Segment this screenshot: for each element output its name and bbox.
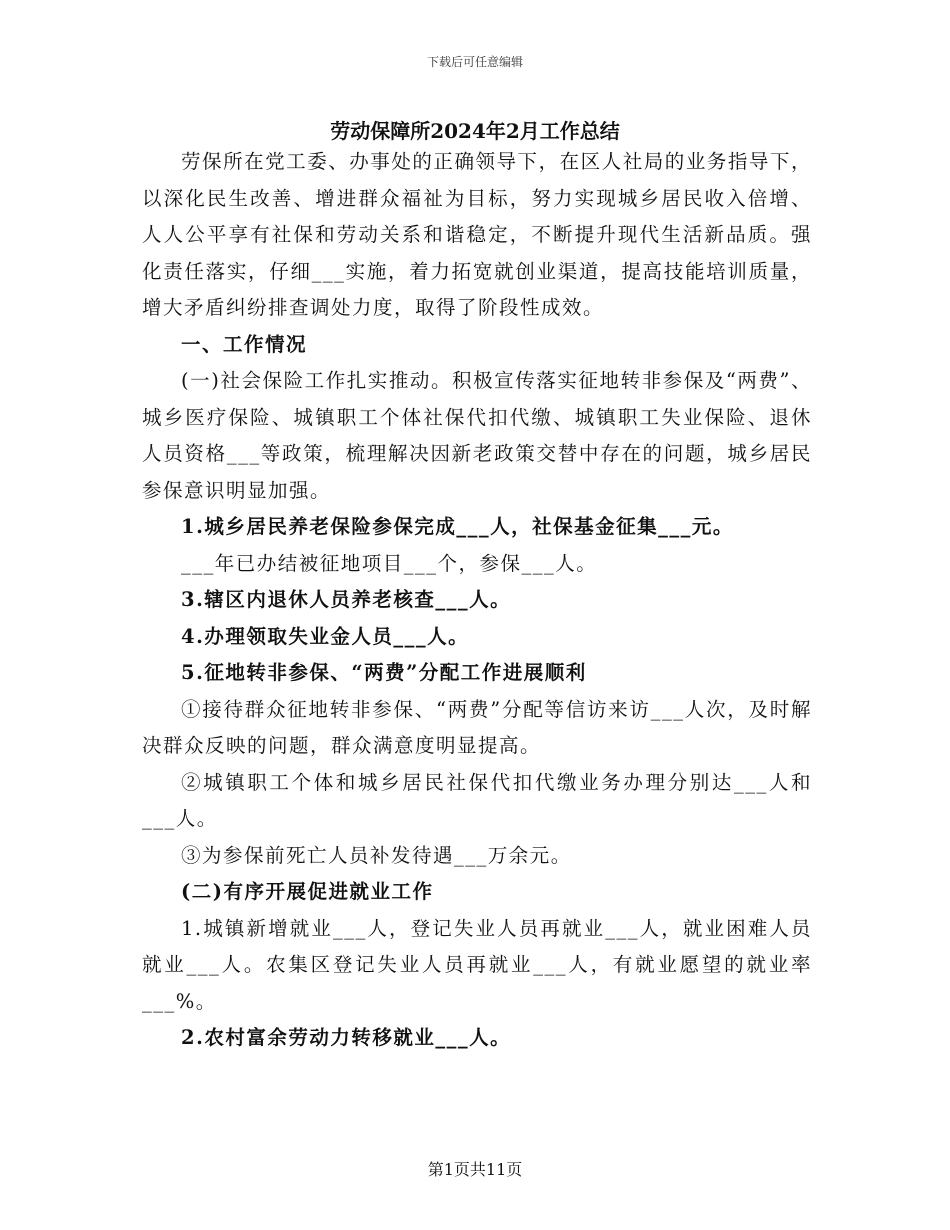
document-title: 劳动保障所2024年2月工作总结 [330, 119, 620, 143]
paragraph-social-insurance: (一)社会保险工作扎实推动。积极宣传落实征地转非参保及“两费”、城乡医疗保险、城镇职工个体社保代扣代缴、城镇职工失业保险、退休人员资格___等政策，梳理解决因新老政策交替中存在的问题，城乡居民参保意识明显加强。 [142, 369, 812, 502]
document-body [142, 144, 812, 1057]
item-urban-employment: 1.城镇新增就业___人，登记失业人员再就业___人，就业困难人员就业___人。农集区登记失业人员再就业___人，有就业愿望的就业率___%。 [142, 916, 812, 1013]
sub-item-reissue-benefits: ③为参保前死亡人员补发待遇___万余元。 [181, 843, 572, 867]
sub-item-petitions: ①接待群众征地转非参保、“两费”分配等信访来访___人次，及时解决群众反映的问题，群众满意度明显提高。 [142, 697, 812, 757]
section-heading-employment: (二)有序开展促进就业工作 [181, 880, 434, 903]
item-land-projects: ___年已办结被征地项目___个，参保___人。 [181, 551, 598, 575]
section-heading-work-status: 一、工作情况 [181, 332, 308, 356]
header-note: 下载后可任意编辑 [426, 55, 523, 69]
item-land-conversion: 5.征地转非参保、“两费”分配工作进展顺利 [181, 661, 587, 684]
item-rural-labor-transfer: 2.农村富余劳动力转移就业___人。 [181, 1026, 512, 1049]
item-retiree-verification: 3.辖区内退休人员养老核查___人。 [181, 588, 512, 611]
item-pension-enrollment: 1.城乡居民养老保险参保完成___人，社保基金征集___元。 [181, 515, 734, 538]
item-unemployment-benefit: 4.办理领取失业金人员___人。 [181, 624, 470, 648]
sub-item-withholding: ②城镇职工个体和城乡居民社保代扣代缴业务办理分别达___人和___人。 [142, 770, 812, 830]
page-footer: 第1页共11页 [427, 1160, 523, 1179]
paragraph-intro: 劳保所在党工委、办事处的正确领导下，在区人社局的业务指导下，以深化民生改善、增进群众福祉为目标，努力实现城乡居民收入倍增、人人公平享有社保和劳动关系和谐稳定，不断提升现代生活新品质。强化责任落实，仔细___实施，着力拓宽就创业渠道，提高技能培训质量，增大矛盾纠纷排查调处力度，取得了阶段性成效。 [142, 150, 812, 319]
